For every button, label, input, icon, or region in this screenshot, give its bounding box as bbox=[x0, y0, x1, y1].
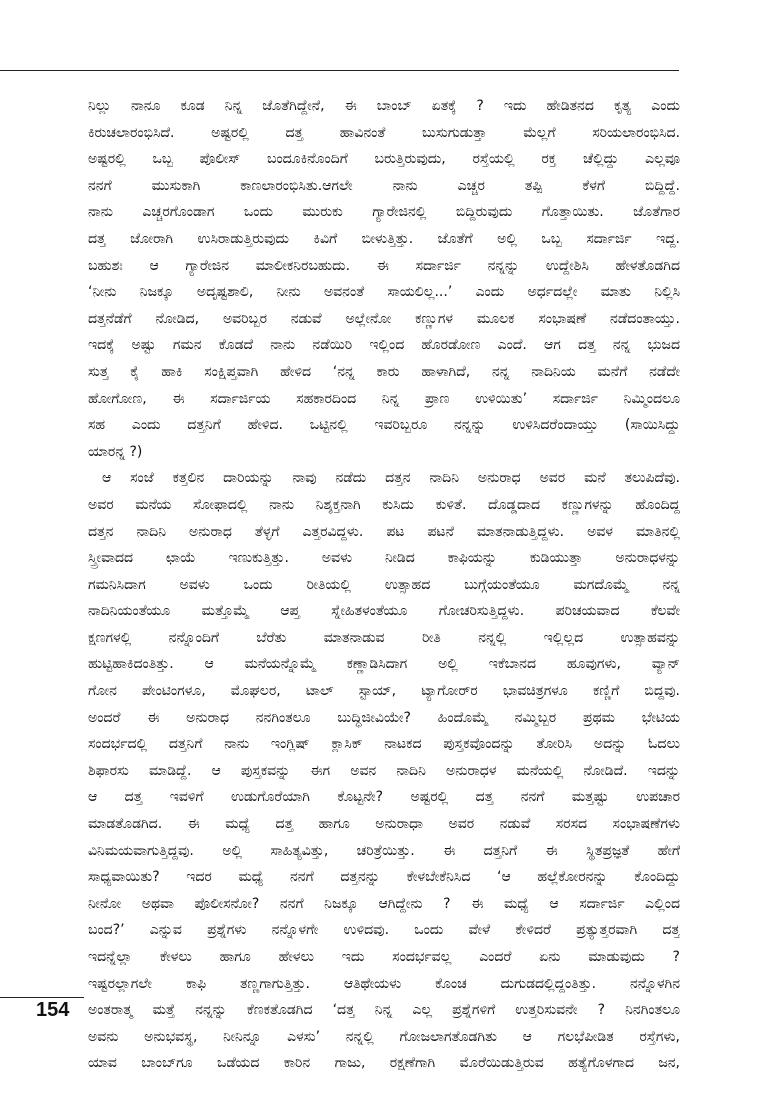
text-line: ದತ್ತ ಜೋರಾಗಿ ಉಸಿರಾಡುತ್ತಿರುವುದು ಕಿವಿಗೆ ಬೀಳುತ್ತಿತ್ತು. ಜೊತೆಗೆ ಅಲ್ಲಿ ಒಬ್ಬ ಸರ್ದಾರ್ಜಿ ಇದ್ದ. bbox=[88, 230, 680, 247]
text-line: ನಾದಿನಿಯಂತೆಯೂ ಮತ್ತೊಮ್ಮೆ ಆಪ್ತ ಸ್ನೇಹಿತಳಂತೆಯೂ ಗೋಚರಿಸುತ್ತಿದ್ದಳು. ಪರಿಚಯವಾದ ಕೆಲವೇ bbox=[88, 603, 680, 620]
text-line: ‘ನೀನು ನಿಜಕ್ಕೂ ಅದೃಷ್ಟಶಾಲಿ, ನೀನು ಅವನಂತೆ ಸಾಯಲಿಲ್ಲ...’ ಎಂದು ಅರ್ಧದಲ್ಲೇ ಮಾತು ನಿಲ್ಲಿಸಿ bbox=[88, 284, 680, 301]
text-line: ಸಹ ಎಂದು ದತ್ತನಿಗೆ ಹೇಳಿದ. ಒಟ್ಟಿನಲ್ಲಿ ಇವರಿಬ್ಬರೂ ನನ್ನನ್ನು ಉಳಿಸಿದರೆಂದಾಯ್ತು (ಸಾಯಿಸಿದ್ದು bbox=[88, 417, 680, 434]
text-line: ನೀನೋ ಅಥವಾ ಪೊಲೀಸನೋ? ನನಗೆ ನಿಜಕ್ಕೂ ಆಗಿದ್ದೇನು ? ಈ ಮಧ್ಯೆ ಆ ಸರ್ದಾರ್ಜಿ ಎಲ್ಲಿಂದ bbox=[88, 895, 680, 912]
text-line: ಸ್ತ್ರೀವಾದದ ಛಾಯೆ ಇಣುಕುತ್ತಿತ್ತು. ಅವಳು ನೀಡಿದ ಕಾಫಿಯನ್ನು ಕುಡಿಯುತ್ತಾ ಅನುರಾಧಳನ್ನು bbox=[88, 550, 680, 567]
top-rule bbox=[0, 70, 679, 71]
text-line: ಕ್ಷಣಗಳಲ್ಲಿ ನನ್ನೊಂದಿಗೆ ಬೆರೆತು ಮಾತನಾಡುವ ರೀತಿ ನನ್ನಲ್ಲಿ ಇಲ್ಲಿಲ್ಲದ ಉತ್ಸಾಹವನ್ನು bbox=[88, 629, 680, 646]
text-line: ಹೋಗೋಣ, ಈ ಸರ್ದಾರ್ಜಿಯ ಸಹಕಾರದಿಂದ ನಿನ್ನ ಪ್ರಾಣ ಉಳಿಯಿತು’ ಸರ್ದಾರ್ಜಿ ನಿಮ್ಮಿಂದಲೂ bbox=[88, 390, 680, 407]
text-line: ಅವನು ಅನುಭವಸ್ಥ, ನೀನಿನ್ನೂ ಎಳಸು’ ನನ್ನಲ್ಲಿ ಗೋಜಲಾಗತೊಡಗಿತು ಆ ಗಲಭೆಪೀಡಿತ ರಸ್ತೆಗಳು, bbox=[88, 1028, 680, 1045]
text-line: ಇದನ್ನೆಲ್ಲಾ ಕೇಳಲು ಹಾಗೂ ಹೇಳಲು ಇದು ಸಂದರ್ಭವಲ್ಲ ಎಂದರೆ ಏನು ಮಾಡುವುದು ? bbox=[88, 949, 680, 965]
text-line: ಯಾರನ್ನ ?) bbox=[88, 443, 143, 460]
text-line: ಅಷ್ಟರಲ್ಲಿ ಒಬ್ಬ ಪೊಲೀಸ್ ಬಂದೂಕಿನೊಂದಿಗೆ ಬರುತ್ತಿರುವುದು, ರಸ್ತೆಯಲ್ಲಿ ರಕ್ತ ಚೆಲ್ಲಿದ್ದು ಎಲ್ಲವೂ bbox=[88, 151, 680, 168]
text-line: ದತ್ತನ ನಾದಿನಿ ಅನುರಾಧ ತೆಳ್ಳಗೆ ಎತ್ತರವಿದ್ದಳು. ಪಟ ಪಟನೆ ಮಾತನಾಡುತ್ತಿದ್ದಳು. ಅವಳ ಮಾತಿನಲ್ಲಿ bbox=[88, 523, 680, 540]
text-line: ಆ ದತ್ತ ಇವಳಿಗೆ ಉಡುಗೊರೆಯಾಗಿ ಕೊಟ್ಟನೇ? ಅಷ್ಟರಲ್ಲಿ ದತ್ತ ನನಗೆ ಮತ್ತಷ್ಟು ಉಪಚಾರ bbox=[88, 789, 680, 806]
body-text bbox=[88, 93, 680, 1077]
text-line: ಬಂದ?’ ಎನ್ನುವ ಪ್ರಶ್ನೆಗಳು ನನ್ನೊಳಗೇ ಉಳಿದವು. ಒಂದು ವೇಳೆ ಕೇಳಿದರೆ ಪ್ರತ್ಯುತ್ತರವಾಗಿ ದತ್ತ bbox=[88, 922, 680, 939]
text-line: ದತ್ತನೆಡೆಗೆ ನೋಡಿದ, ಅವರಿಬ್ಬರ ನಡುವೆ ಅಲ್ಲೇನೋ ಕಣ್ಣುಗಳ ಮೂಲಕ ಸಂಭಾಷಣೆ ನಡೆದಂತಾಯ್ತು. bbox=[88, 310, 680, 327]
text-line: ನಾನು ಎಚ್ಚರಗೊಂಡಾಗ ಒಂದು ಮುರುಕು ಗ್ಯಾರೇಜಿನಲ್ಲಿ ಬಿದ್ದಿರುವುದು ಗೊತ್ತಾಯಿತು. ಜೊತೆಗಾರ bbox=[88, 204, 680, 221]
text-line: ಇಷ್ಟರಲ್ಲಾಗಲೇ ಕಾಫಿ ತಣ್ಣಗಾಗುತ್ತಿತ್ತು. ಆತಿಥೇಯಳು ಕೊಂಚ ದುಗುಡದಲ್ಲಿದ್ದಂತಿತ್ತು. ನನ್ನೊಳಗಿನ bbox=[88, 975, 680, 992]
page-number: 154 bbox=[36, 999, 70, 1021]
text-line: ಸುತ್ತ ಕೈ ಹಾಕಿ ಸಂಕ್ಷಿಪ್ತವಾಗಿ ಹೇಳಿದ ‘ನನ್ನ ಕಾರು ಹಾಳಾಗಿದೆ, ನನ್ನ ನಾದಿನಿಯ ಮನೆಗೆ ನಡೆದೇ bbox=[88, 363, 680, 380]
text-line: ಗೋನ ಪೇಂಟಿಂಗಳೂ, ಮೊಘಲರ, ಟಾಲ್ ಸ್ಟಾಯ್, ಟ್ಯಾಗೋರ್‌ರ ಭಾವಚಿತ್ರಗಳೂ ಕಣ್ಣಿಗೆ ಬಿದ್ದವು. bbox=[88, 683, 680, 700]
text-line: ಇದಕ್ಕೆ ಅಷ್ಟು ಗಮನ ಕೊಡದೆ ನಾನು ನಡೆಯಿರಿ ಇಲ್ಲಿಂದ ಹೊರಡೋಣ ಎಂದೆ. ಆಗ ದತ್ತ ನನ್ನ ಭುಜದ bbox=[88, 337, 680, 354]
text-line: ಹುಟ್ಟಿಹಾಕಿದಂತಿತ್ತು. ಆ ಮನೆಯನ್ನೊಮ್ಮೆ ಕಣ್ಣಾಡಿಸಿದಾಗ ಅಲ್ಲಿ ಇಕೆಬಾನದ ಹೂವುಗಳು, ವ್ಯಾನ್ bbox=[88, 656, 680, 673]
bottom-rule bbox=[0, 997, 84, 998]
text-line: ಗಮನಿಸಿದಾಗ ಅವಳು ಒಂದು ರೀತಿಯಲ್ಲಿ ಉತ್ಸಾಹದ ಬುಗ್ಗೆಯಂತೆಯೂ ಮಗದೊಮ್ಮೆ ನನ್ನ bbox=[88, 576, 680, 593]
text-line: ವಿನಿಮಯವಾಗುತ್ತಿದ್ದವು. ಅಲ್ಲಿ ಸಾಹಿತ್ಯವಿತ್ತು, ಚರಿತ್ರೆಯಿತ್ತು. ಈ ದತ್ತನಿಗೆ ಈ ಸ್ಥಿತಪ್ರಜ್ಞತೆ ಹೇಗೆ bbox=[88, 842, 680, 859]
text-line: ಅವರ ಮನೆಯ ಸೋಫಾದಲ್ಲಿ ನಾನು ನಿಶ್ಶಕ್ತನಾಗಿ ಕುಸಿದು ಕುಳಿತೆ. ದೊಡ್ಡದಾದ ಕಣ್ಣುಗಳನ್ನು ಹೊಂದಿದ್ದ bbox=[88, 496, 680, 513]
text-line: ನನಗೆ ಮುಸುಕಾಗಿ ಕಾಣಲಾರಂಭಿಸಿತು.ಆಗಲೇ ನಾನು ಎಚ್ಚರ ತಪ್ಪಿ ಕೆಳಗೆ ಬಿದ್ದಿದ್ದೆ. bbox=[88, 177, 680, 194]
text-line: ಸಂದರ್ಭದಲ್ಲಿ ದತ್ತನಿಗೆ ನಾನು ಇಂಗ್ಲಿಷ್ ಕ್ಲಾಸಿಕ್ ನಾಟಕದ ಪುಸ್ತಕವೊಂದನ್ನು ತೋರಿಸಿ ಅದನ್ನು ಓದಲು bbox=[88, 736, 680, 753]
text-line: ಬಹುಶಃ ಆ ಗ್ಯಾರೇಜಿನ ಮಾಲೀಕನಿರಬಹುದು. ಈ ಸರ್ದಾರ್ಜಿ ನನ್ನನ್ನು ಉದ್ದೇಶಿಸಿ ಹೇಳತೊಡಗಿದ bbox=[88, 257, 680, 274]
text-line: ಯಾವ ಬಾಂಬ್‌ಗೂ ಒಡೆಯದ ಕಾರಿನ ಗಾಜು, ರಕ್ಷಣೆಗಾಗಿ ಮೊರೆಯಿಡುತ್ತಿರುವ ಹತ್ಯೆಗೊಳಗಾದ ಜನ, bbox=[88, 1055, 680, 1072]
text-line: ಮಾಡತೊಡಗಿದ. ಈ ಮಧ್ಯೆ ದತ್ತ ಹಾಗೂ ಅನುರಾಧಾ ಅವರ ನಡುವೆ ಸರಸದ ಸಂಭಾಷಣೆಗಳು bbox=[88, 816, 680, 833]
text-line: ಅಂದರೆ ಈ ಅನುರಾಧ ನನಗಿಂತಲೂ ಬುದ್ಧಿಜೀವಿಯೇ? ಹಿಂದೊಮ್ಮೆ ನಮ್ಮಿಬ್ಬರ ಪ್ರಥಮ ಭೇಟಿಯ bbox=[88, 709, 680, 726]
text-line: ಆ ಸಂಜೆ ಕತ್ತಲಿನ ದಾರಿಯನ್ನು ನಾವು ನಡೆದು ದತ್ತನ ನಾದಿನಿ ಅನುರಾಧ ಅವರ ಮನೆ ತಲುಪಿದೆವು. bbox=[102, 470, 680, 487]
text-line: ಕಿರುಚಲಾರಂಭಿಸಿದೆ. ಅಷ್ಟರಲ್ಲಿ ದತ್ತ ಹಾವಿನಂತೆ ಬುಸುಗುಡುತ್ತಾ ಮೆಲ್ಲಗೆ ಸರಿಯಲಾರಂಭಿಸಿದ. bbox=[88, 124, 680, 141]
text-line: ಸಾಧ್ಯವಾಯಿತು? ಇದರ ಮಧ್ಯೆ ನನಗೆ ದತ್ತನನ್ನು ಕೇಳಬೇಕೆನಿಸಿದ ‘ಆ ಹಲ್ಲೆಕೋರನನ್ನು ಕೊಂದಿದ್ದು bbox=[88, 869, 680, 886]
text-line: ಅಂತರಾತ್ಮ ಮತ್ತೆ ನನ್ನನ್ನು ಕೆಣಕತೊಡಗಿದ ‘ದತ್ತ ನಿನ್ನ ಎಲ್ಲ ಪ್ರಶ್ನೆಗಳಿಗೆ ಉತ್ತರಿಸುವನೇ ? ನಿನಗಿಂತಲೂ bbox=[88, 1002, 680, 1019]
text-line: ಶಿಫಾರಸು ಮಾಡಿದ್ದೆ. ಆ ಪುಸ್ತಕವನ್ನು ಈಗ ಅವನ ನಾದಿನಿ ಅನುರಾಧಳ ಮನೆಯಲ್ಲಿ ನೋಡಿದೆ. ಇದನ್ನು bbox=[88, 762, 680, 779]
text-line: ನಿಲ್ಲು ನಾನೂ ಕೂಡ ನಿನ್ನ ಜೊತೆಗಿದ್ದೇನೆ, ಈ ಬಾಂಬ್ ಏತಕ್ಕೆ ? ಇದು ಹೇಡಿತನದ ಕೃತ್ಯ ಎಂದು bbox=[88, 98, 680, 114]
